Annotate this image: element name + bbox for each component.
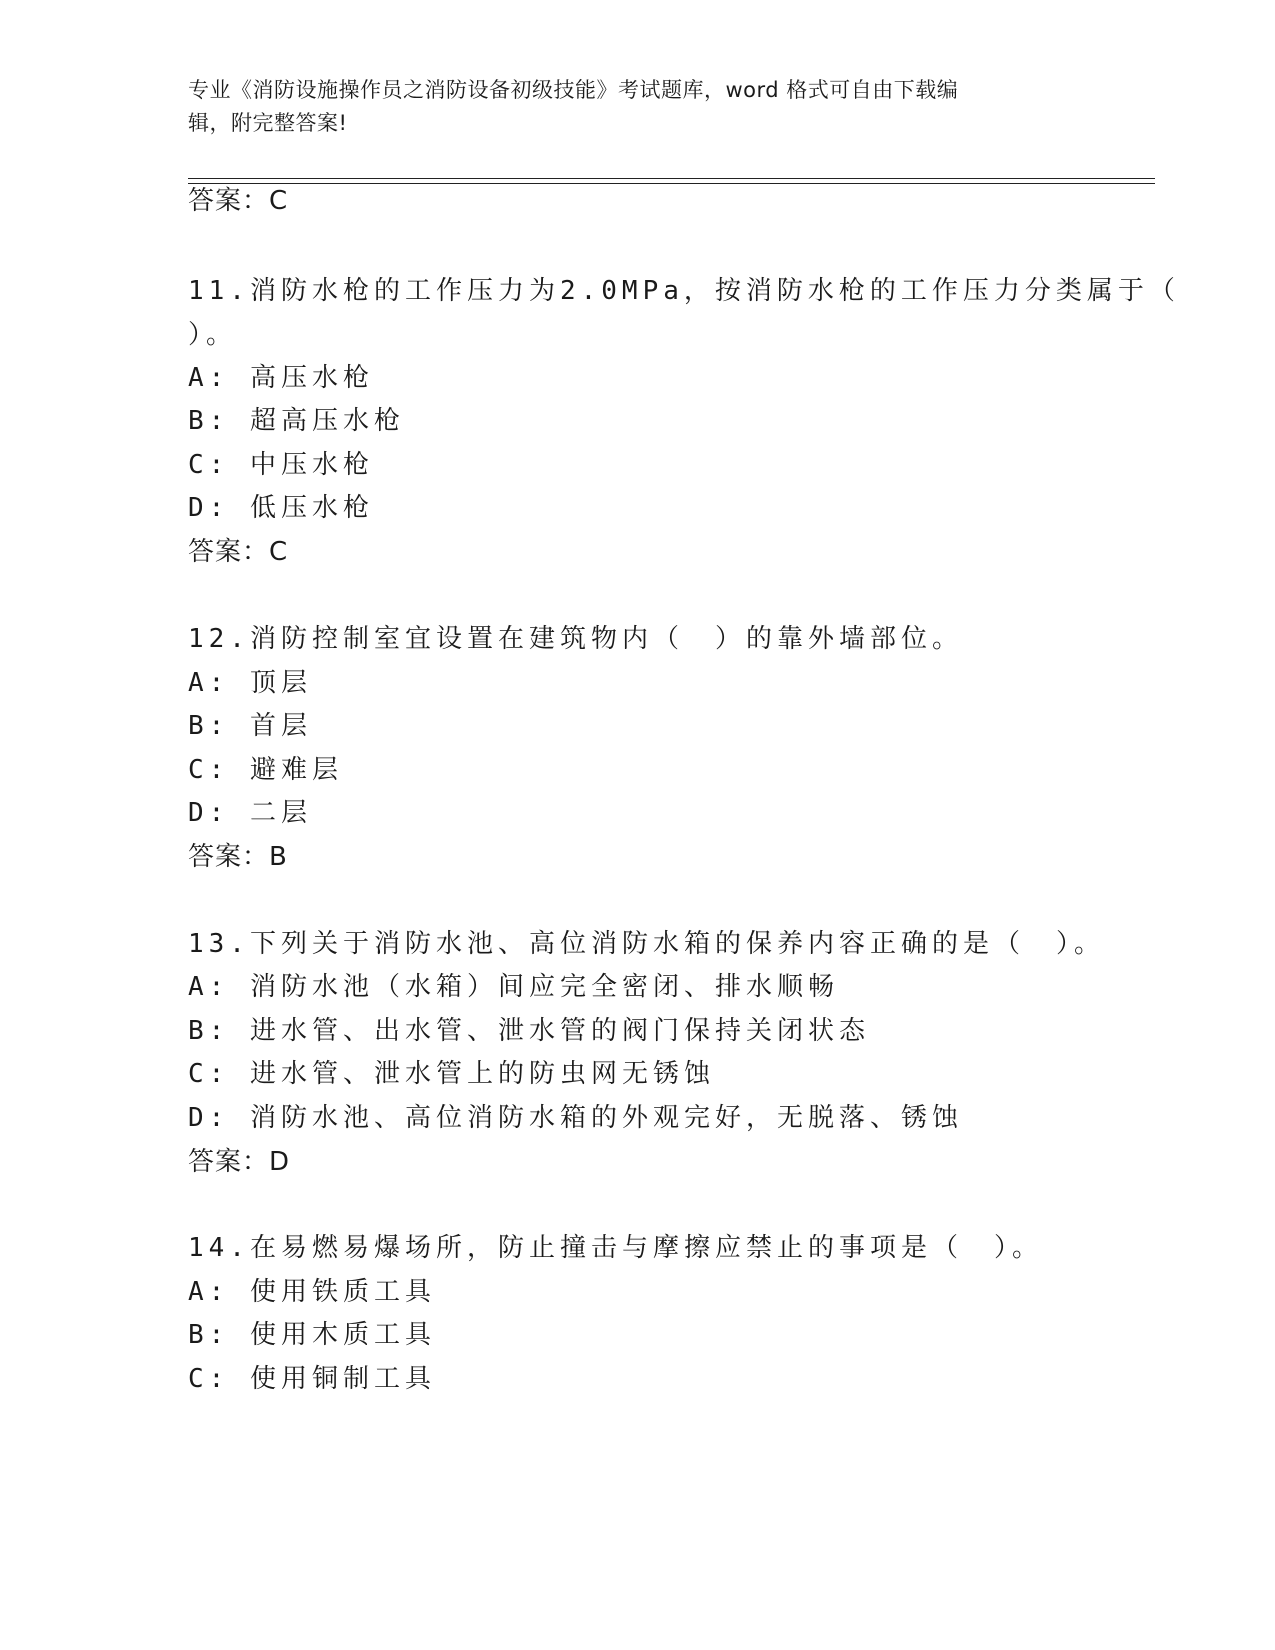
document-header <box>188 74 1088 140</box>
question-14-option-c: C: 使用铜制工具 <box>188 1364 436 1394</box>
question-11-answer: 答案：C <box>188 537 289 567</box>
question-12-option-a: A: 顶层 <box>188 668 312 698</box>
question-13-option-d: D: 消防水池、高位消防水箱的外观完好，无脱落、锈蚀 <box>188 1103 963 1133</box>
header-line-1: 专业《消防设施操作员之消防设备初级技能》考试题库，word 格式可自由下载编 <box>188 78 959 102</box>
question-12-option-d: D: 二层 <box>188 798 312 828</box>
question-11-option-c: C: 中压水枪 <box>188 450 374 480</box>
header-divider-bottom <box>188 183 1155 184</box>
question-14-option-a: A: 使用铁质工具 <box>188 1277 436 1307</box>
question-14-text: 14.在易燃易爆场所，防止撞击与摩擦应禁止的事项是（ ）。 <box>188 1233 1043 1263</box>
header-divider-top <box>188 178 1155 179</box>
question-13-option-c: C: 进水管、泄水管上的防虫网无锈蚀 <box>188 1059 715 1089</box>
question-11-text: 11.消防水枪的工作压力为2.0MPa，按消防水枪的工作压力分类属于（ <box>188 276 1180 306</box>
question-13-option-b: B: 进水管、出水管、泄水管的阀门保持关闭状态 <box>188 1016 870 1046</box>
question-12-answer: 答案：B <box>188 842 288 872</box>
question-11-text-cont: ）。 <box>188 320 238 350</box>
question-13-answer: 答案：D <box>188 1147 291 1177</box>
question-12-text: 12.消防控制室宜设置在建筑物内（ ）的靠外墙部位。 <box>188 624 963 654</box>
question-12-option-b: B: 首层 <box>188 711 312 741</box>
question-11-option-a: A: 高压水枪 <box>188 363 374 393</box>
question-14-option-b: B: 使用木质工具 <box>188 1320 436 1350</box>
question-11-option-d: D: 低压水枪 <box>188 493 374 523</box>
question-13-text: 13.下列关于消防水池、高位消防水箱的保养内容正确的是（ ）。 <box>188 929 1105 959</box>
question-13-option-a: A: 消防水池（水箱）间应完全密闭、排水顺畅 <box>188 972 839 1002</box>
question-12-option-c: C: 避难层 <box>188 755 343 785</box>
header-line-2: 辑，附完整答案! <box>188 111 348 135</box>
answer-line: 答案：C <box>188 186 289 216</box>
question-11-option-b: B: 超高压水枪 <box>188 406 405 436</box>
